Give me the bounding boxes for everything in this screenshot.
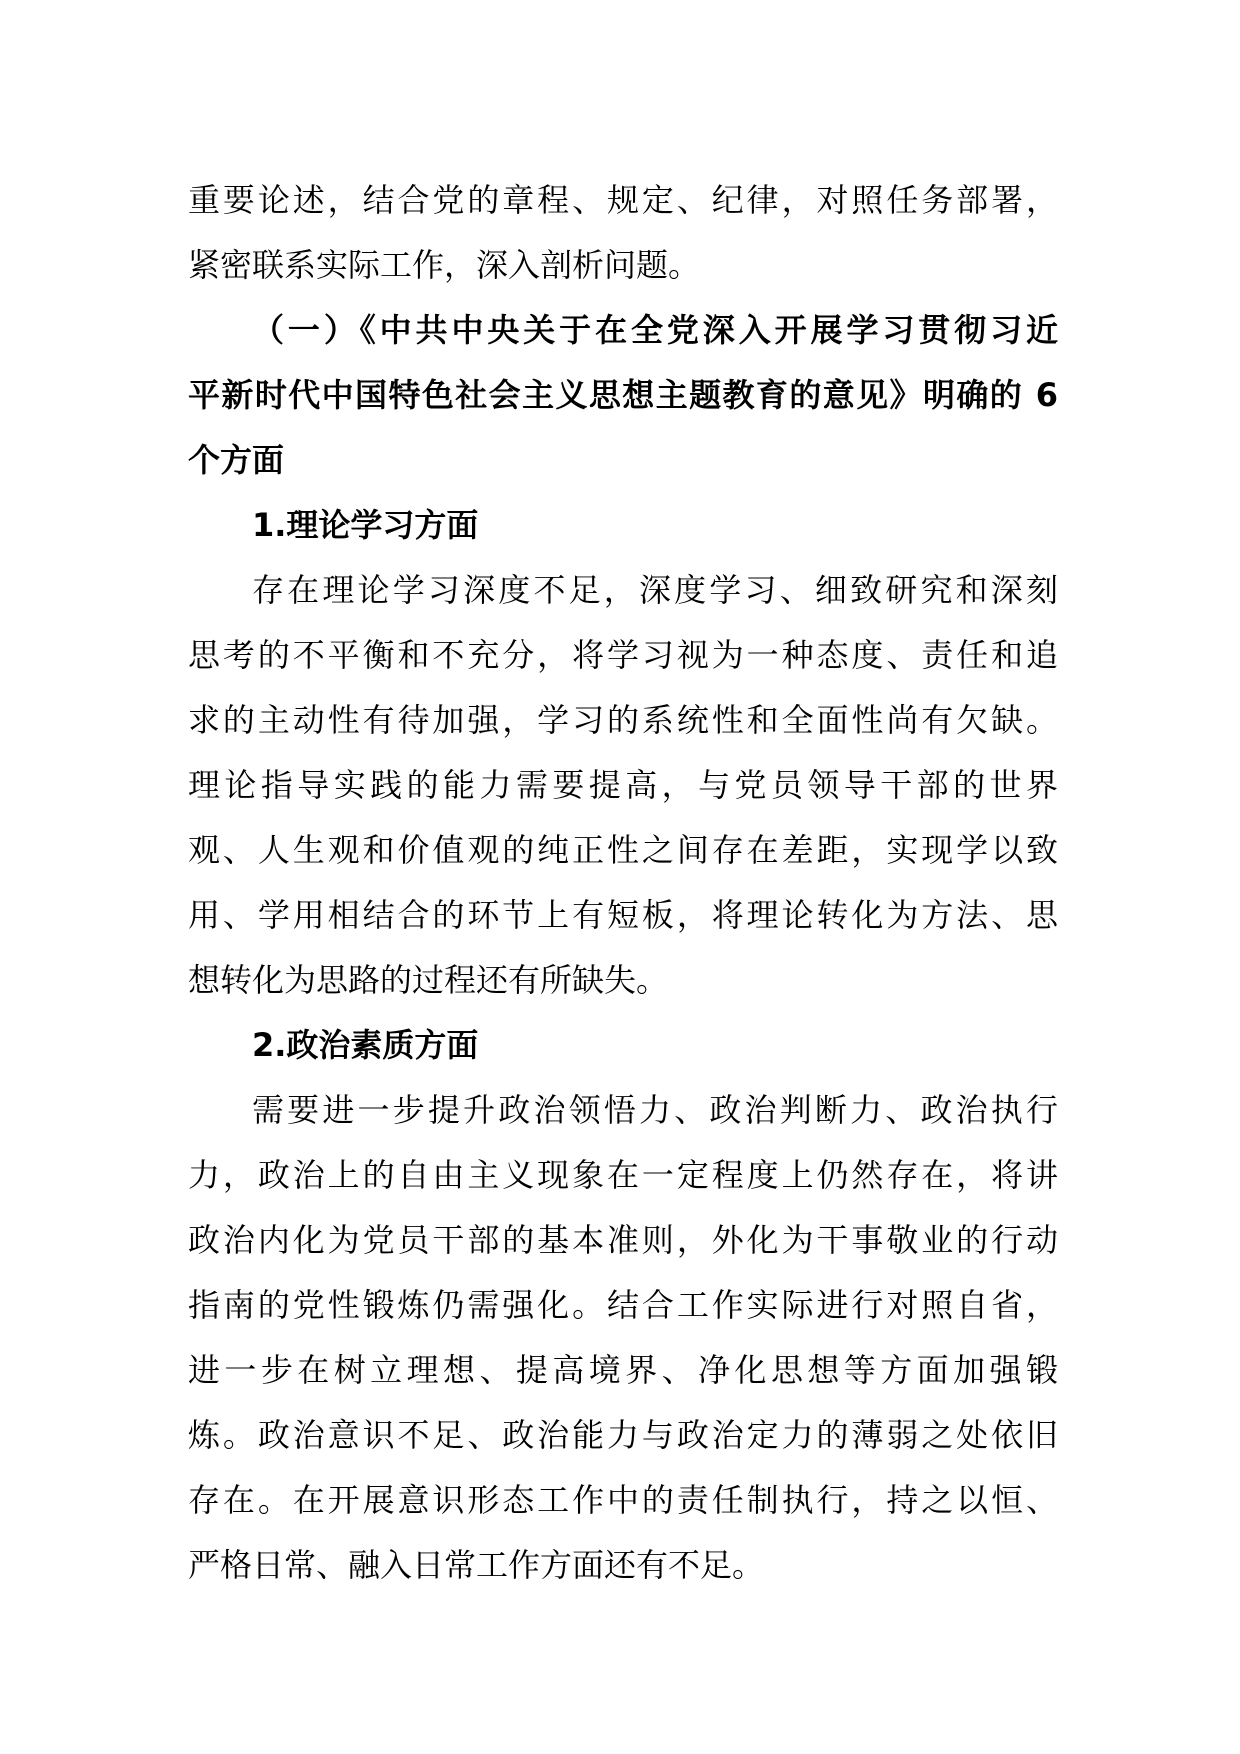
text-line: 想转化为思路的过程还有所缺失。 bbox=[188, 961, 669, 999]
document-page bbox=[188, 168, 1058, 1598]
text-line: 进一步在树立理想、提高境界、净化思想等方面加强锻 bbox=[188, 1351, 1058, 1389]
text-line: 紧密联系实际工作，深入剖析问题。 bbox=[188, 246, 701, 284]
text-line: 力，政治上的自由主义现象在一定程度上仍然存在，将讲 bbox=[188, 1156, 1058, 1194]
text-line: 思考的不平衡和不充分，将学习视为一种态度、责任和追 bbox=[188, 636, 1058, 674]
text-line: 用、学用相结合的环节上有短板，将理论转化为方法、思 bbox=[188, 896, 1058, 934]
text-line: 理论指导实践的能力需要提高，与党员领导干部的世界 bbox=[188, 766, 1058, 804]
text-line: 指南的党性锻炼仍需强化。结合工作实际进行对照自省， bbox=[188, 1286, 1058, 1324]
section-heading: 平新时代中国特色社会主义思想主题教育的意见》明确的 6 bbox=[188, 376, 1058, 414]
section-heading: （一）《中共中央关于在全党深入开展学习贯彻习近 bbox=[252, 311, 1058, 349]
text-line: 炼。政治意识不足、政治能力与政治定力的薄弱之处依旧 bbox=[188, 1416, 1058, 1454]
subsection-heading: 1.理论学习方面 bbox=[252, 506, 479, 544]
text-line: 求的主动性有待加强，学习的系统性和全面性尚有欠缺。 bbox=[188, 701, 1058, 739]
subsection-heading: 2.政治素质方面 bbox=[252, 1026, 479, 1064]
text-line: 观、人生观和价值观的纯正性之间存在差距，实现学以致 bbox=[188, 831, 1058, 869]
text-line: 重要论述，结合党的章程、规定、纪律，对照任务部署， bbox=[188, 181, 1058, 219]
text-line: 需要进一步提升政治领悟力、政治判断力、政治执行 bbox=[252, 1091, 1058, 1129]
text-line: 存在。在开展意识形态工作中的责任制执行，持之以恒、 bbox=[188, 1481, 1058, 1519]
text-line: 存在理论学习深度不足，深度学习、细致研究和深刻 bbox=[252, 571, 1058, 609]
text-line: 严格日常、融入日常工作方面还有不足。 bbox=[188, 1546, 765, 1584]
text-line: 政治内化为党员干部的基本准则，外化为干事敬业的行动 bbox=[188, 1221, 1058, 1259]
section-heading: 个方面 bbox=[188, 441, 285, 479]
